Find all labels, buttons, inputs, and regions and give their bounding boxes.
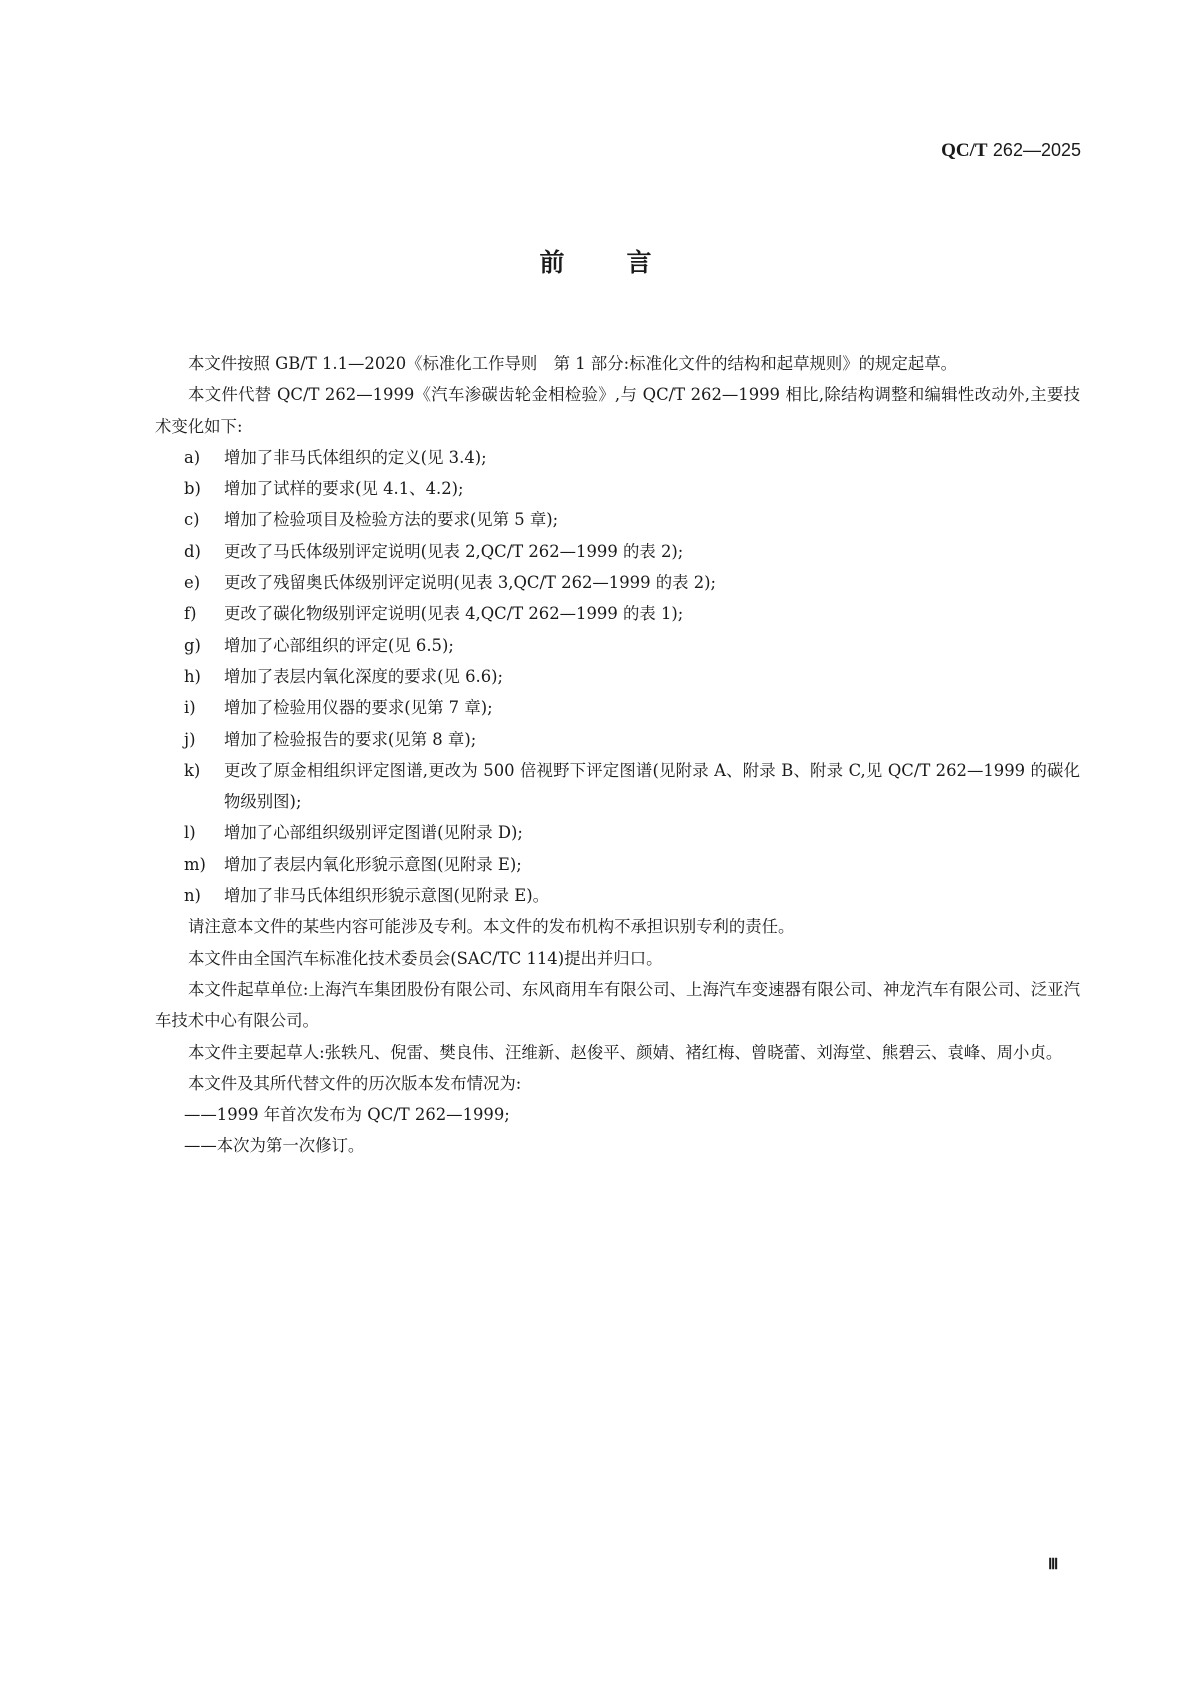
list-marker: f)	[184, 604, 197, 624]
page-title: 前言	[539, 248, 714, 277]
list-item	[155, 536, 1080, 567]
list-marker: c)	[184, 510, 200, 530]
list-marker: a)	[184, 447, 201, 467]
list-item	[155, 567, 1080, 598]
list-item-text: 增加了检验用仪器的要求(见第 7 章);	[224, 698, 493, 718]
list-item-text: 更改了残留奥氏体级别评定说明(见表 3,QC/T 262—1999 的表 2);	[224, 573, 717, 593]
list-item-text: 增加了试样的要求(见 4.1、4.2);	[224, 479, 464, 499]
list-marker: l)	[184, 823, 196, 843]
list-item	[155, 442, 1080, 473]
list-marker: i)	[184, 698, 196, 718]
document-code	[941, 140, 1081, 162]
list-marker: k)	[184, 760, 201, 780]
foreword-body	[155, 348, 1080, 1162]
history-item: ——本次为第一次修订。	[184, 1136, 365, 1156]
list-item-text: 增加了非马氏体组织形貌示意图(见附录 E)。	[224, 886, 549, 906]
drafters-paragraph: 本文件主要起草人:张轶凡、倪雷、樊良伟、汪维新、赵俊平、颜婧、褚红梅、曾晓蕾、刘海堂、熊碧云、袁峰、周小贞。	[188, 1042, 1063, 1062]
document-code-number: 262—2025	[992, 140, 1081, 160]
list-item	[155, 724, 1080, 755]
list-marker: h)	[184, 666, 201, 686]
list-item	[155, 473, 1080, 504]
list-item	[155, 880, 1080, 911]
list-marker: n)	[184, 886, 201, 906]
intro-paragraph: 本文件代替 QC/T 262—1999《汽车渗碳齿轮金相检验》,与 QC/T 262—1999 相比,除结构调整和编辑性改动外,主要技术变化如下:	[155, 385, 1080, 436]
history-intro: 本文件及其所代替文件的历次版本发布情况为:	[188, 1073, 522, 1093]
list-marker: d)	[184, 541, 201, 561]
list-marker: e)	[184, 573, 201, 593]
list-item-text: 更改了碳化物级别评定说明(见表 4,QC/T 262—1999 的表 1);	[224, 604, 684, 624]
list-item	[155, 630, 1080, 661]
list-item	[155, 504, 1080, 535]
changes-list	[155, 442, 1080, 911]
history-item: ——1999 年首次发布为 QC/T 262—1999;	[184, 1105, 510, 1125]
list-item-text: 更改了原金相组织评定图谱,更改为 500 倍视野下评定图谱(见附录 A、附录 B、附录 C,见 QC/T 262—1999 的碳化物级别图);	[224, 760, 1080, 812]
proposer-paragraph: 本文件由全国汽车标准化技术委员会(SAC/TC 114)提出并归口。	[188, 948, 663, 968]
list-marker: m)	[184, 854, 206, 874]
page-number: Ⅲ	[1048, 1557, 1059, 1573]
drafting-units-paragraph: 本文件起草单位:上海汽车集团股份有限公司、东风商用车有限公司、上海汽车变速器有限公司、神龙汽车有限公司、泛亚汽车技术中心有限公司。	[155, 979, 1080, 1031]
list-marker: g)	[184, 635, 201, 655]
list-item-text: 增加了心部组织的评定(见 6.5);	[224, 635, 454, 655]
list-item-text: 增加了心部组织级别评定图谱(见附录 D);	[224, 823, 523, 843]
list-item	[155, 849, 1080, 880]
list-item	[155, 598, 1080, 629]
list-item-text: 增加了非马氏体组织的定义(见 3.4);	[224, 447, 487, 467]
document-code-prefix: QC/T	[941, 140, 988, 161]
list-item	[155, 755, 1080, 818]
list-item	[155, 817, 1080, 848]
patent-notice: 请注意本文件的某些内容可能涉及专利。本文件的发布机构不承担识别专利的责任。	[188, 917, 795, 937]
list-item-text: 增加了表层内氧化深度的要求(见 6.6);	[224, 666, 504, 686]
list-item-text: 更改了马氏体级别评定说明(见表 2,QC/T 262—1999 的表 2);	[224, 541, 684, 561]
list-item-text: 增加了检验报告的要求(见第 8 章);	[224, 729, 477, 749]
list-item	[155, 692, 1080, 723]
list-item-text: 增加了表层内氧化形貌示意图(见附录 E);	[224, 854, 522, 874]
list-item-text: 增加了检验项目及检验方法的要求(见第 5 章);	[224, 510, 559, 530]
list-marker: b)	[184, 479, 201, 499]
list-item	[155, 661, 1080, 692]
intro-paragraph: 本文件按照 GB/T 1.1—2020《标准化工作导则 第 1 部分:标准化文件的结构和起草规则》的规定起草。	[188, 354, 958, 373]
list-marker: j)	[184, 729, 196, 749]
